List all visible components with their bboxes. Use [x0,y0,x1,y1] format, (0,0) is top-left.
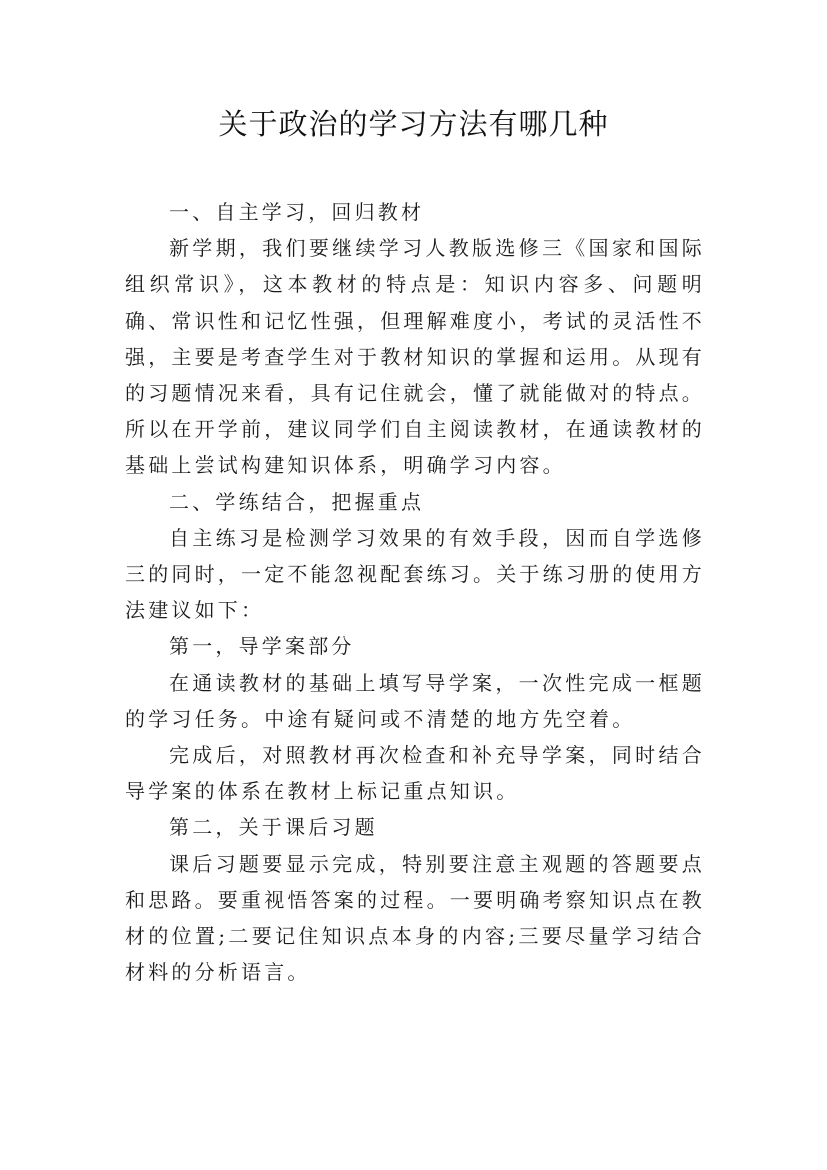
paragraph-guide-1: 在通读教材的基础上填写导学案，一次性完成一框题的学习任务。中途有疑问或不清楚的地方先空着。 [125,670,705,731]
paragraph-intro: 新学期，我们要继续学习人教版选修三《国家和国际组织常识》，这本教材的特点是：知识内容多、问题明确、常识性和记忆性强，但理解难度小，考试的灵活性不强，主要是考查学生对于教材知识的掌握和运用。从现有的习题情况来看，具有记住就会，懂了就能做对的特点。所以在开学前，建议同学们自主阅读教材，在通读教材的基础上尝试构建知识体系，明确学习内容。 [125,236,705,478]
section-heading-1: 一、自主学习，回归教材 [169,200,425,224]
subheading-exercises: 第二，关于课后习题 [169,815,378,840]
document-title: 关于政治的学习方法有哪几种 [218,107,609,141]
paragraph-guide-2: 完成后，对照教材再次检查和补充导学案，同时结合导学案的体系在教材上标记重点知识。 [125,743,705,804]
paragraph-exercises: 课后习题要显示完成，特别要注意主观题的答题要点和思路。要重视悟答案的过程。一要明确考察知识点在教材的位置;二要记住知识点本身的内容;三要尽量学习结合材料的分析语言。 [125,851,705,985]
paragraph-practice: 自主练习是检测学习效果的有效手段，因而自学选修三的同时，一定不能忽视配套练习。关于练习册的使用方法建议如下： [125,525,705,623]
subheading-guide: 第一，导学案部分 [169,634,355,659]
section-heading-2: 二、学练结合，把握重点 [169,489,425,514]
document-body [125,194,705,990]
